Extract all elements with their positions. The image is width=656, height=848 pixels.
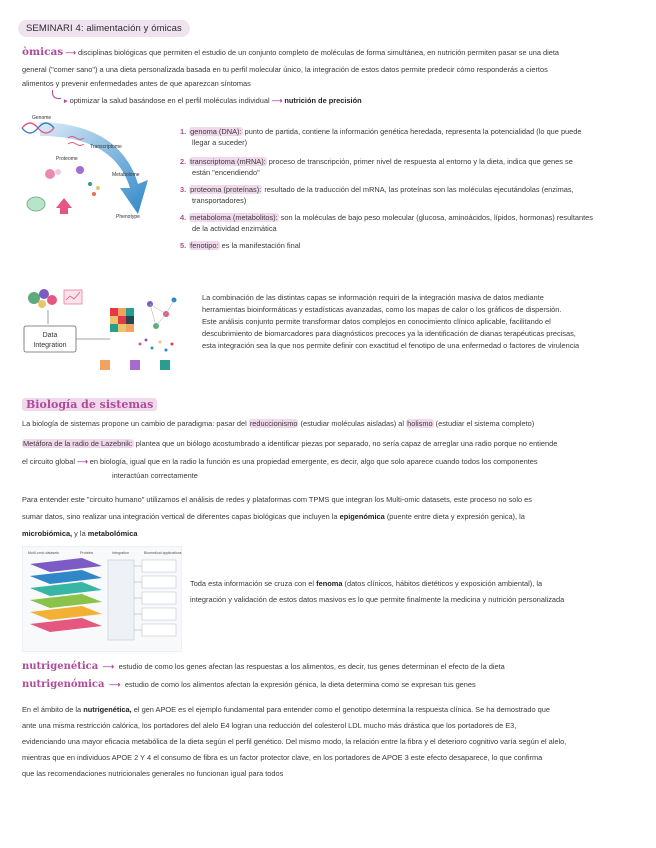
fig3-col-label: Integration [112, 551, 129, 555]
paragraph-line: que las recomendaciones nutricionales generales no funcionan igual para todos [22, 769, 284, 778]
curve-arrow-icon [52, 90, 61, 99]
bio-sistemas-p2-line3: interactúan correctamente [112, 471, 198, 480]
fig1-label-transcriptome: Transcriptome [90, 144, 122, 150]
arrow-icon: ▸ [64, 98, 68, 105]
bio-sistemas-p3-line1: Para entender este "circuito humano" utilizamos el análisis de redes y plataformas com TPMS que integran los Multi-omic datasets, este proceso no solo es [22, 495, 532, 504]
section-heading-biologia-sistemas: Biología de sistemas [22, 398, 157, 411]
fig3-col-label: Proteins [80, 551, 94, 555]
omicas-term: òmicas [22, 46, 64, 58]
bio-sistemas-p2-line2: el circuito global ⟶ en biología, igual que en la radio la función es una propiedad emergente, es decir, algo que solo aparece cuando todos los componentes [22, 457, 538, 466]
cascade-arrow [40, 122, 148, 214]
multi-omic-layers-figure [22, 546, 182, 652]
fig3-text-line2: integración y validación de estos datos masivos es lo que permite finalmente la medicina y nutrición personalizada [190, 595, 565, 604]
metabolite-icon [88, 182, 92, 186]
heatmap-icon [110, 308, 134, 332]
list-term: proteoma (proteínas): [190, 185, 262, 194]
omics-cascade-figure [20, 114, 174, 224]
nutrigenetica-text: estudio de como los genes afectan las respuestas a los alimentos, es decir, tus genes determinan el efecto de la dieta [118, 662, 505, 671]
list-term: genoma (DNA): [190, 127, 242, 136]
list-item: 1. genoma (DNA): punto de partida, contiene la información genética heredada, representa la potencialidad (lo que puede [180, 127, 582, 136]
nutri-definition [22, 656, 646, 674]
list-item: 5. fenotipo: es la manifestación final [180, 241, 301, 250]
list-term: fenotipo: [190, 241, 219, 250]
paragraph-line: En el ámbito de la nutrigenética, el gen APOE es el ejemplo fundamental para entender como el genotipo determina la respuesta clínica. Se ha demostrado que [22, 705, 550, 714]
bio-sistemas-p3-line3: microbiómica, y la metabolómica [22, 529, 138, 538]
list-item-cont: llegar a suceder) [192, 138, 248, 147]
nutrigenomica-text: estudio de como los alimentos afectan la expresión génica, la dieta determina como se expresan tus genes [124, 680, 476, 689]
list-item: 2. transcriptoma (mRNA): proceso de transcripción, primer nivel de respuesta al entorno y la dieta, indica que genes se [180, 157, 573, 166]
omics-list [180, 126, 644, 251]
omicas-definition [22, 46, 642, 59]
phenotype-icon [130, 360, 140, 370]
nutrigenomica-term: nutrigenómica [22, 679, 105, 690]
druggable-target-icon [160, 360, 170, 370]
paragraph-line: evidenciando una mayor eficacia metabólica de la dieta según el perfil genético. Del mismo modo, la relación entre la fibra y el deterioro cognitivo varía según el alelo, [22, 737, 567, 746]
paragraph-line: Este análisis conjunto permite transformar datos complejos en conocimiento clínico aplicable, facilitando el [202, 317, 551, 326]
fig1-label-phenotype: Phenotype [116, 214, 140, 220]
holismo-term: holismo [407, 419, 433, 428]
nutrigenetica-bold: nutrigenética, [83, 705, 132, 714]
nutrigenetica-term: nutrigenética [22, 661, 99, 672]
integration-paragraph [202, 292, 646, 352]
lazebnik-term: Metáfora de la radio de Lazebnik: [23, 439, 133, 448]
fig1-label-genome: Genome [32, 115, 52, 121]
paragraph-line: La combinación de las distintas capas se información requiri de la integración masiva de datos mediante [202, 293, 544, 302]
list-item: 3. proteoma (proteínas): resultado de la traducción del mRNA, las proteínas son las moléculas ejecutándolas (enzimas, [180, 185, 574, 194]
page-title: SEMINARI 4: alimentación y ómicas [18, 20, 190, 37]
paragraph-line: mientras que en individuos APOE 2 Y 4 el consumo de fibra es un factor protector clave, en los portadores de APOE 3 este efecto desaparece, lo que confirma [22, 753, 543, 762]
list-item: 4. metaboloma (metabolitos): son la moléculas de bajo peso molecular (glucosa, aminoácidos, lípidos, hormonas) resultantes [180, 213, 593, 222]
arrow-icon: ⟶ [271, 96, 283, 105]
list-term: transcriptoma (mRNA): [190, 157, 266, 166]
list-term: metaboloma (metabolitos): [190, 213, 278, 222]
fig3-col-label: Multi-omic datasets [28, 551, 59, 555]
integration-column [108, 560, 134, 640]
molecule-icon [28, 292, 40, 304]
omicas-line2: general ("comer sano") a una dieta personalizada basada en tu perfil molecular único, la integración de estos datos permite predecir cómo responderás a ciertos [22, 65, 548, 74]
environment-icon [56, 198, 72, 214]
biomarker-icon [100, 360, 110, 370]
paragraph-line: descubrimiento de biomarcadores para diagnósticos precoces ya la identificación de dianas terapéuticas precisas, [202, 329, 576, 338]
arrow-icon: ⟶ [108, 680, 121, 689]
fig1-label-proteome: Proteome [56, 156, 78, 162]
nutri-definition [22, 674, 646, 692]
list-item-cont: transportadores) [192, 196, 247, 205]
omicas-line3: alimentos y prevenir enfermedades antes de que aparezcan síntomas [22, 79, 251, 88]
data-integration-figure [20, 284, 196, 384]
epigenomica-term: epigenómica [339, 512, 385, 521]
protein-icon [45, 169, 55, 179]
paragraph-line: esta integración sea la que nos permite definir con exactitud el fenotipo de una enfermedad o factores de virulencia [202, 341, 580, 350]
apoe-paragraph [22, 704, 646, 780]
arrow-icon: ⟶ [65, 48, 76, 57]
omicas-line4-text: optimizar la salud basándose en el perfil moléculas individual [69, 96, 270, 105]
omicas-line1: disciplinas biológicas que permiten el estudio de un conjunto completo de moléculas de forma simultánea, en nutrición permiten pasar se una dieta [77, 48, 560, 57]
arrow-icon: ⟶ [102, 662, 115, 671]
paragraph-line: ante una misma restricción calórica, los portadores del alelo E4 logran una reducción del colesterol LDL mucho más drástica que los portadores de E3, [22, 721, 517, 730]
list-item-cont: de la actividad enzimática [192, 224, 277, 233]
network-icon [147, 298, 177, 330]
data-integration-label-1: Data [42, 332, 58, 339]
data-integration-label-2: Integration [33, 342, 67, 349]
application-boxes [142, 560, 176, 636]
reduccionismo-term: reduccionismo [249, 419, 298, 428]
fig3-col-label: Biomedical applications [144, 551, 182, 555]
fig3-text-line1: Toda esta información se cruza con el fenoma (datos clínicos, hábitos dietéticos y exposición ambiental), la [190, 579, 543, 588]
fenoma-term: fenoma [316, 579, 343, 588]
paragraph-line: herramientas bioinformáticas y estadísticas avanzadas, como los mapas de calor o los gráficos de dispersión. [202, 305, 562, 314]
metabolomica-term: metabolómica [87, 529, 138, 538]
bio-sistemas-p1: La biología de sistemas propone un cambio de paradigma: pasar del reduccionismo (estudiar moléculas aisladas) al holismo (estudiar el sistema completo) [22, 419, 535, 428]
scatter-icon [139, 339, 174, 352]
omicas-line4 [64, 95, 584, 108]
arrow-icon: ⟶ [77, 457, 88, 466]
omicas-line4-bold: nutrición de precisión [284, 96, 362, 105]
bio-sistemas-p3-line2: sumar datos, sino realizar una integración vertical de diferentes capas biológicas que incluyen la epigenómica (puente entre dieta y expresión genica), la [22, 512, 525, 521]
bio-sistemas-p2-line1: Metáfora de la radio de Lazebnik: plantea que un biólogo acostumbrado a identificar piezas por separado, no sería capaz de arreglar una radio porque no entiende [23, 439, 558, 448]
list-item-cont: están "encendiendo" [192, 168, 260, 177]
chart-icon [64, 290, 82, 304]
fig1-label-metabolome: Metabolome [112, 172, 140, 178]
cell-icon [27, 197, 45, 211]
microbiomica-term: microbiómica, [22, 529, 73, 538]
